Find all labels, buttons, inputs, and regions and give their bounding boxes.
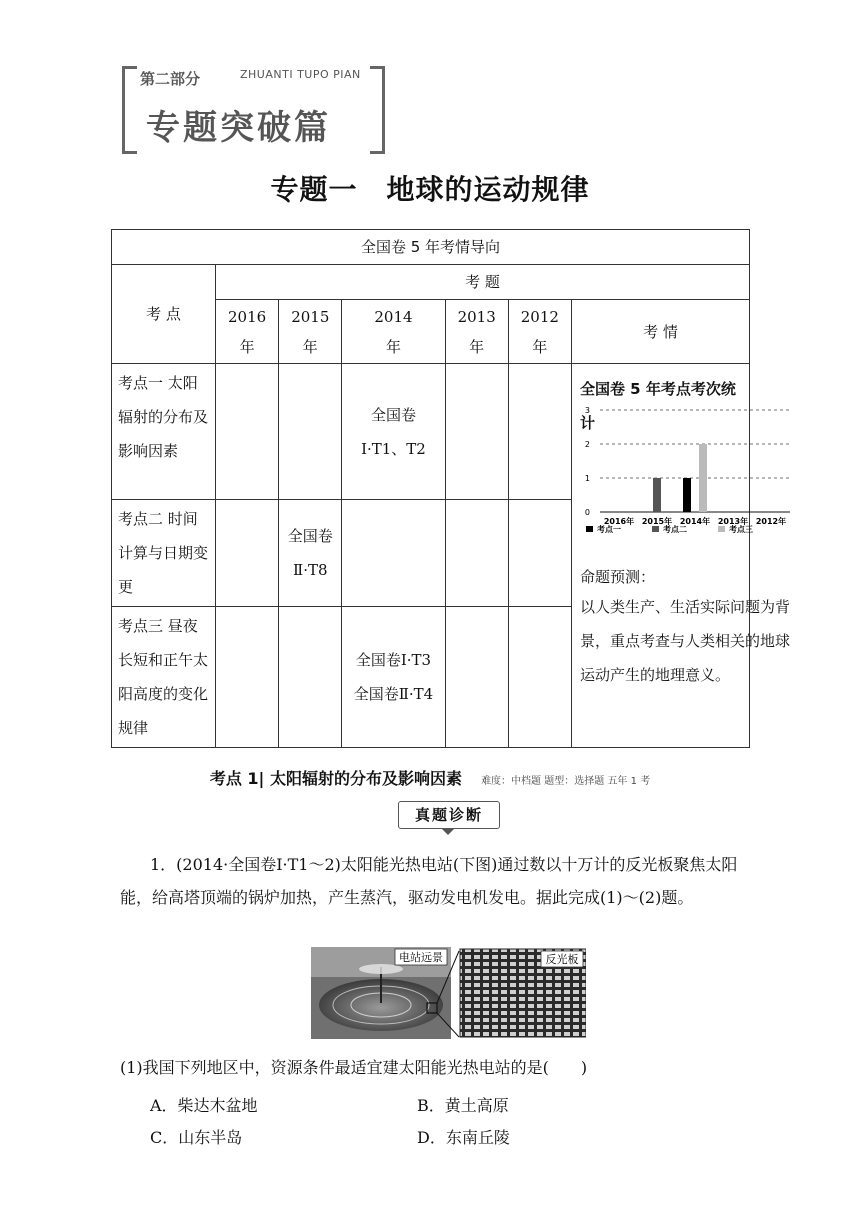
prediction-label: 命题预测： (579, 568, 655, 586)
bar-考点三 (699, 444, 707, 512)
y-tick-label: 2 (584, 440, 590, 449)
header-kaodian: 考 点 (112, 265, 216, 364)
header-kaoti: 考 题 (216, 265, 750, 300)
legend-swatch (718, 526, 725, 532)
row3-2013 (445, 607, 508, 748)
legend-swatch (586, 526, 593, 532)
section-title: 专题突破篇 (146, 108, 331, 148)
option-c: C．山东半岛 (150, 1128, 243, 1147)
row2-name: 考点二 时间计算与日期变更 (112, 500, 216, 607)
sub-question-1: (1)我国下列地区中，资源条件最适宜建太阳能光热电站的是( ) (120, 1058, 588, 1077)
legend-label: 考点二 (662, 525, 687, 534)
bar-考点二 (653, 478, 661, 512)
row2-2014 (342, 500, 445, 607)
row1-2015 (279, 364, 342, 500)
row3-2014: 全国卷Ⅰ·T3 全国卷Ⅱ·T4 (342, 607, 445, 748)
exam-overview-table (111, 229, 790, 748)
row1-2016 (216, 364, 279, 500)
question-text: 1．(2014·全国卷Ⅰ·T1～2)太阳能光热电站(下图)通过数以十万计的反光板聚焦太阳能，给高塔顶端的锅炉加热，产生蒸汽，驱动发电机发电。据此完成(1)～(2)题。 (120, 855, 738, 907)
exam-frequency-chart (576, 404, 796, 544)
x-tick-label: 2014年 (679, 517, 711, 526)
x-tick-label: 2015年 (641, 517, 673, 526)
kaodian-title: 考点 1| 太阳辐射的分布及影响因素 (209, 769, 462, 788)
img-label-mirror: 反光板 (545, 953, 579, 966)
kaodian-heading (0, 766, 860, 789)
prediction-text: 以人类生产、生活实际问题为背景，重点考查与人类相关的地球运动产生的地理意义。 (579, 598, 790, 684)
legend-swatch (652, 526, 659, 532)
stats-cell (571, 364, 790, 748)
header-bracket-left (122, 66, 137, 154)
option-a: A．柴达木盆地 (150, 1096, 258, 1115)
year-2012: 2012年 (508, 300, 571, 364)
row3-2012 (508, 607, 571, 748)
row1-name: 考点一 太阳辐射的分布及影响因素 (112, 364, 216, 500)
part-pinyin: ZHUANTI TUPO PIAN (240, 68, 361, 81)
row3-2016 (216, 607, 279, 748)
table-caption: 全国卷 5 年考情导向 (112, 230, 750, 265)
bar-考点一 (683, 478, 691, 512)
row2-2016 (216, 500, 279, 607)
x-tick-label: 2016年 (603, 517, 635, 526)
x-tick-label: 2013年 (717, 517, 749, 526)
y-tick-label: 3 (584, 406, 590, 415)
zhenti-tag: 真题诊断 (398, 801, 500, 829)
year-2014: 2014年 (342, 300, 445, 364)
img-label-station: 电站远景 (399, 951, 443, 964)
row3-2015 (279, 607, 342, 748)
year-2016: 2016年 (216, 300, 279, 364)
x-tick-label: 2012年 (755, 517, 787, 526)
legend-label: 考点三 (728, 525, 753, 534)
part-label: 第二部分 (140, 70, 201, 88)
y-tick-label: 1 (584, 474, 590, 483)
row1-2014: 全国卷Ⅰ·T1、T2 (342, 364, 445, 500)
solar-station-figure (311, 947, 586, 1039)
header-kaoqing: 考 情 (571, 300, 749, 364)
row1-2012 (508, 364, 571, 500)
page-title: 专题一 地球的运动规律 (270, 173, 590, 206)
row2-2012 (508, 500, 571, 607)
kaodian-meta: 难度：中档题 题型：选择题 五年 1 考 (481, 776, 651, 787)
option-b: B．黄土高原 (417, 1096, 509, 1115)
row2-2015: 全国卷Ⅱ·T8 (279, 500, 342, 607)
legend-label: 考点一 (596, 525, 621, 534)
y-tick-label: 0 (584, 508, 590, 517)
chart-title: 全国卷 5 年考点考次统计 (579, 380, 736, 432)
row1-2013 (445, 364, 508, 500)
year-2015: 2015年 (279, 300, 342, 364)
year-2013: 2013年 (445, 300, 508, 364)
row3-name: 考点三 昼夜长短和正午太阳高度的变化规律 (112, 607, 216, 748)
row2-2013 (445, 500, 508, 607)
tag-pointer (441, 828, 455, 835)
header-bracket-right (370, 66, 385, 154)
option-d: D．东南丘陵 (417, 1128, 510, 1147)
